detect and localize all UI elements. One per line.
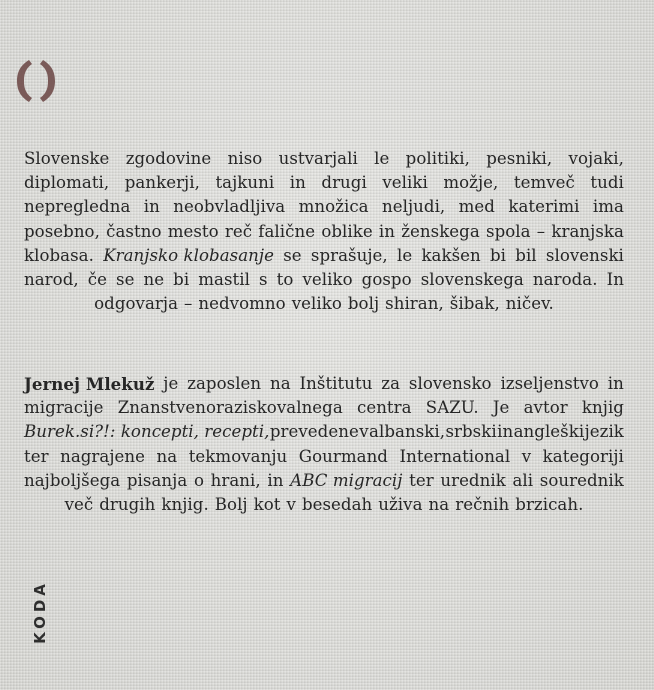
word: naroda.	[532, 270, 598, 290]
word: slovenski	[545, 245, 624, 265]
text-line	[24, 469, 624, 493]
word: politiki,	[405, 149, 470, 168]
word: odgovarja	[94, 294, 179, 314]
word: ničev.	[505, 294, 554, 314]
word: tajkuni	[215, 173, 275, 193]
text-line	[24, 493, 624, 517]
word: –	[536, 221, 546, 241]
text-line	[24, 195, 624, 219]
text-line	[24, 292, 624, 316]
word: ima	[592, 197, 624, 217]
word: in	[497, 422, 514, 442]
word: Je	[492, 398, 510, 418]
author-name: Jernej Mlekuž	[24, 374, 155, 394]
word: kranjska	[551, 221, 624, 241]
text-line	[24, 420, 624, 444]
word: Znanstvenoraziskovalnega	[117, 398, 343, 418]
word: mastil	[198, 270, 250, 290]
word: zaposlen	[187, 374, 262, 393]
word: Gourmand	[298, 446, 388, 466]
word: ne	[143, 270, 165, 290]
word: na	[428, 495, 450, 515]
word: množica	[298, 197, 369, 217]
word: tudi	[590, 173, 624, 193]
book-title-italic: Burek.si?!: koncepti, recepti,	[24, 422, 270, 442]
text-line	[24, 372, 624, 396]
word: veliki	[382, 173, 428, 193]
word: bi	[490, 245, 507, 265]
text-line	[24, 445, 624, 469]
word: zgodovine	[125, 149, 212, 168]
word: neljudi,	[382, 197, 446, 217]
word: tekmovanju	[188, 446, 288, 466]
word: več	[64, 495, 94, 515]
word: le	[374, 149, 390, 168]
word: ustvarjali	[278, 149, 358, 168]
word: pisanja	[126, 470, 188, 490]
word: in	[289, 173, 306, 193]
word: hrani,	[210, 470, 261, 490]
text-line	[24, 147, 624, 171]
word: srbski	[445, 422, 497, 442]
word: to	[276, 270, 294, 290]
word: rečnih	[455, 495, 510, 515]
word: falične	[258, 221, 316, 241]
word: za	[381, 374, 401, 393]
publisher-spine-label	[30, 574, 50, 650]
word: in	[607, 374, 624, 393]
word: med	[458, 197, 495, 217]
word: če	[87, 270, 107, 290]
word: Inštitutu	[299, 374, 373, 393]
word: International	[399, 446, 511, 466]
word: albanski,	[369, 422, 446, 442]
word: vojaki,	[568, 149, 624, 168]
word: jezik	[584, 422, 624, 442]
word: nagrajene	[60, 446, 146, 466]
word: na	[270, 374, 291, 393]
text-line	[24, 396, 624, 420]
word: slovensko	[408, 374, 492, 393]
author-bio	[24, 372, 624, 517]
word: urednik	[440, 470, 506, 490]
word: šibak,	[449, 294, 500, 314]
word: le	[396, 245, 413, 265]
word: niso	[227, 149, 263, 168]
word: prevedene	[269, 422, 359, 442]
word: se	[283, 245, 302, 265]
word: reč	[224, 221, 253, 241]
word: narod,	[24, 270, 79, 290]
word: je	[163, 374, 179, 393]
word: centra	[356, 398, 412, 418]
publisher-name: KODA	[31, 580, 49, 644]
word: mesto	[167, 221, 219, 241]
word: besedah	[301, 495, 373, 515]
word: klobasa.	[24, 245, 94, 265]
brackets-logo-icon	[14, 58, 58, 104]
word: veliko	[302, 270, 353, 290]
word: pesniki,	[486, 149, 553, 168]
word: knjig	[581, 398, 624, 418]
word: kategoriji	[542, 446, 624, 466]
word: drugi	[321, 173, 367, 193]
word: ali	[512, 470, 534, 490]
word: nepregledna	[24, 197, 131, 217]
word: oblike	[321, 221, 373, 241]
word: se	[116, 270, 135, 290]
word: spola	[486, 221, 531, 241]
word: shiran,	[385, 294, 444, 314]
word: avtor	[523, 398, 568, 418]
word: na	[156, 446, 178, 466]
word: sourednik	[539, 470, 624, 490]
word: najboljšega	[24, 470, 121, 490]
text-line	[24, 244, 624, 268]
word: posebno,	[24, 221, 100, 241]
word: diplomati,	[24, 173, 110, 193]
book-title-italic: ABC migracij	[290, 470, 403, 490]
word: SAZU.	[425, 398, 479, 418]
word: izseljenstvo	[500, 374, 599, 393]
word: temveč	[513, 173, 575, 193]
text-line	[24, 171, 624, 195]
word: bolj	[347, 294, 380, 314]
word: kot	[253, 495, 281, 515]
word: brzicah.	[515, 495, 584, 515]
word: s	[259, 270, 268, 290]
word: sprašuje,	[310, 245, 388, 265]
book-title-italic: Kranjsko klobasanje	[103, 245, 274, 265]
text-line	[24, 220, 624, 244]
word: ter	[24, 446, 49, 466]
word: nedvomno	[198, 294, 286, 314]
word: bil	[515, 245, 537, 265]
word: kakšen	[421, 245, 481, 265]
word: možje,	[443, 173, 499, 193]
word: –	[184, 294, 193, 314]
word: migracije	[24, 398, 104, 418]
word: ženskega	[401, 221, 480, 241]
book-description	[24, 147, 624, 316]
word: ter	[409, 470, 434, 490]
text-line	[24, 268, 624, 292]
word: drugih	[99, 495, 156, 515]
word: o	[193, 470, 204, 490]
word: angleški	[513, 422, 585, 442]
word: uživa	[378, 495, 423, 515]
word: pankerji,	[124, 173, 200, 193]
word: in	[143, 197, 160, 217]
word: gospo	[361, 270, 412, 290]
word: Bolj	[214, 495, 248, 515]
word: bi	[173, 270, 190, 290]
word: v	[359, 422, 369, 442]
word: neobvladljiva	[173, 197, 286, 217]
word: častno	[106, 221, 162, 241]
word: knjig.	[161, 495, 209, 515]
word: v	[286, 495, 296, 515]
word: slovenskega	[420, 270, 524, 290]
word: veliko	[291, 294, 342, 314]
word: In	[606, 270, 624, 290]
word: katerimi	[508, 197, 580, 217]
word: v	[521, 446, 532, 466]
word: in	[267, 470, 284, 490]
word: in	[378, 221, 396, 241]
word: Slovenske	[24, 149, 110, 168]
